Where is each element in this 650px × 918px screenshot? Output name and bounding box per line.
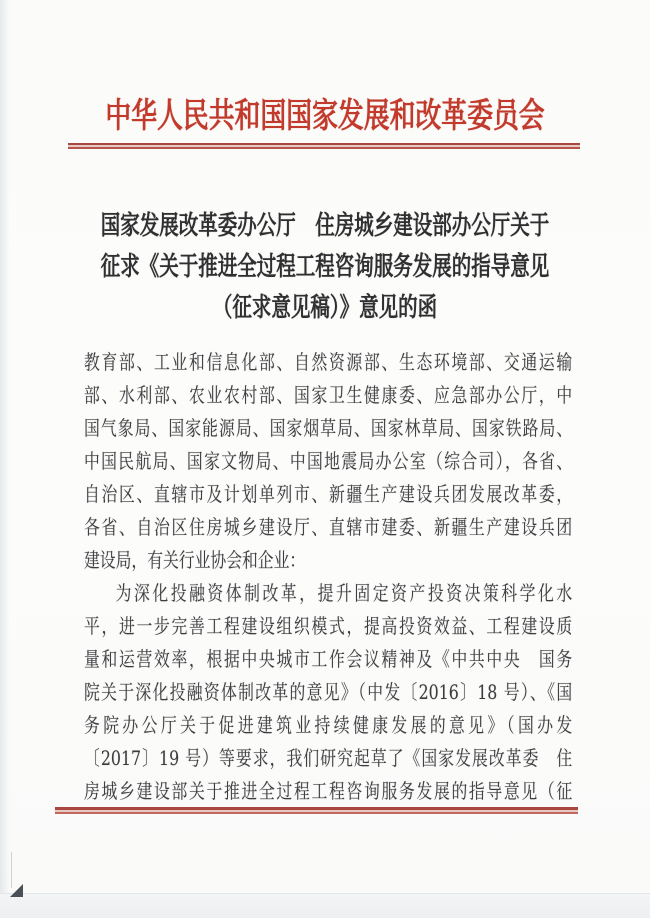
recipient-line: 部、水利部、农业农村部、国家卫生健康委、应急部办公厅，中 — [84, 383, 573, 407]
document-title-line: 征求《关于推进全过程工程咨询服务发展的指导意见 — [100, 252, 550, 282]
header-separator-rule — [68, 143, 580, 149]
document-title — [81, 206, 569, 329]
footer-separator-rule — [55, 807, 578, 814]
document-body — [84, 346, 572, 808]
page-corner-crease — [11, 852, 12, 888]
document-title-line: 国家发展改革委办公厅 住房城乡建设部办公厅关于 — [100, 211, 550, 241]
masthead-title: 中华人民共和国国家发展和改革委员会 — [105, 96, 545, 136]
recipient-line: 建设局，有关行业协会和企业： — [84, 548, 306, 572]
body-line: 为深化投融资体制改革，提升固定资产投资决策科学化水 — [115, 581, 573, 605]
body-line: 院关于深化投融资体制改革的意见》（中发〔2016〕18 号）、《国 — [84, 680, 573, 704]
recipient-line: 国气象局、国家能源局、国家烟草局、国家林草局、国家铁路局、 — [84, 416, 573, 440]
body-line: 〔2017〕19 号）等要求，我们研究起草了《国家发展改革委 住 — [84, 746, 573, 770]
body-line: 务院办公厅关于促进建筑业持续健康发展的意见》（国办发 — [84, 713, 573, 737]
body-line: 量和运营效率，根据中央城市工作会议精神及《中共中央 国务 — [84, 647, 573, 671]
document-title-line: （征求意见稿）》意见的函 — [212, 293, 438, 323]
recipient-line: 中国民航局、国家文物局、中国地震局办公室（综合司），各省、 — [84, 449, 573, 473]
recipient-line: 自治区、直辖市及计划单列市、新疆生产建设兵团发展改革委， — [84, 482, 573, 506]
body-line: 平，进一步完善工程建设组织模式，提高投资效益、工程建设质 — [84, 614, 573, 638]
recipient-line: 教育部、工业和信息化部、自然资源部、生态环境部、交通运输 — [84, 350, 573, 374]
page-corner-fold-mark — [10, 884, 23, 897]
page-edge-shadow — [0, 0, 10, 918]
body-line: 房城乡建设部关于推进全过程工程咨询服务发展的指导意见（征 — [84, 779, 573, 803]
page-bottom-edge — [0, 893, 650, 918]
recipient-line: 各省、自治区住房城乡建设厅、直辖市建委、新疆生产建设兵团 — [84, 515, 573, 539]
